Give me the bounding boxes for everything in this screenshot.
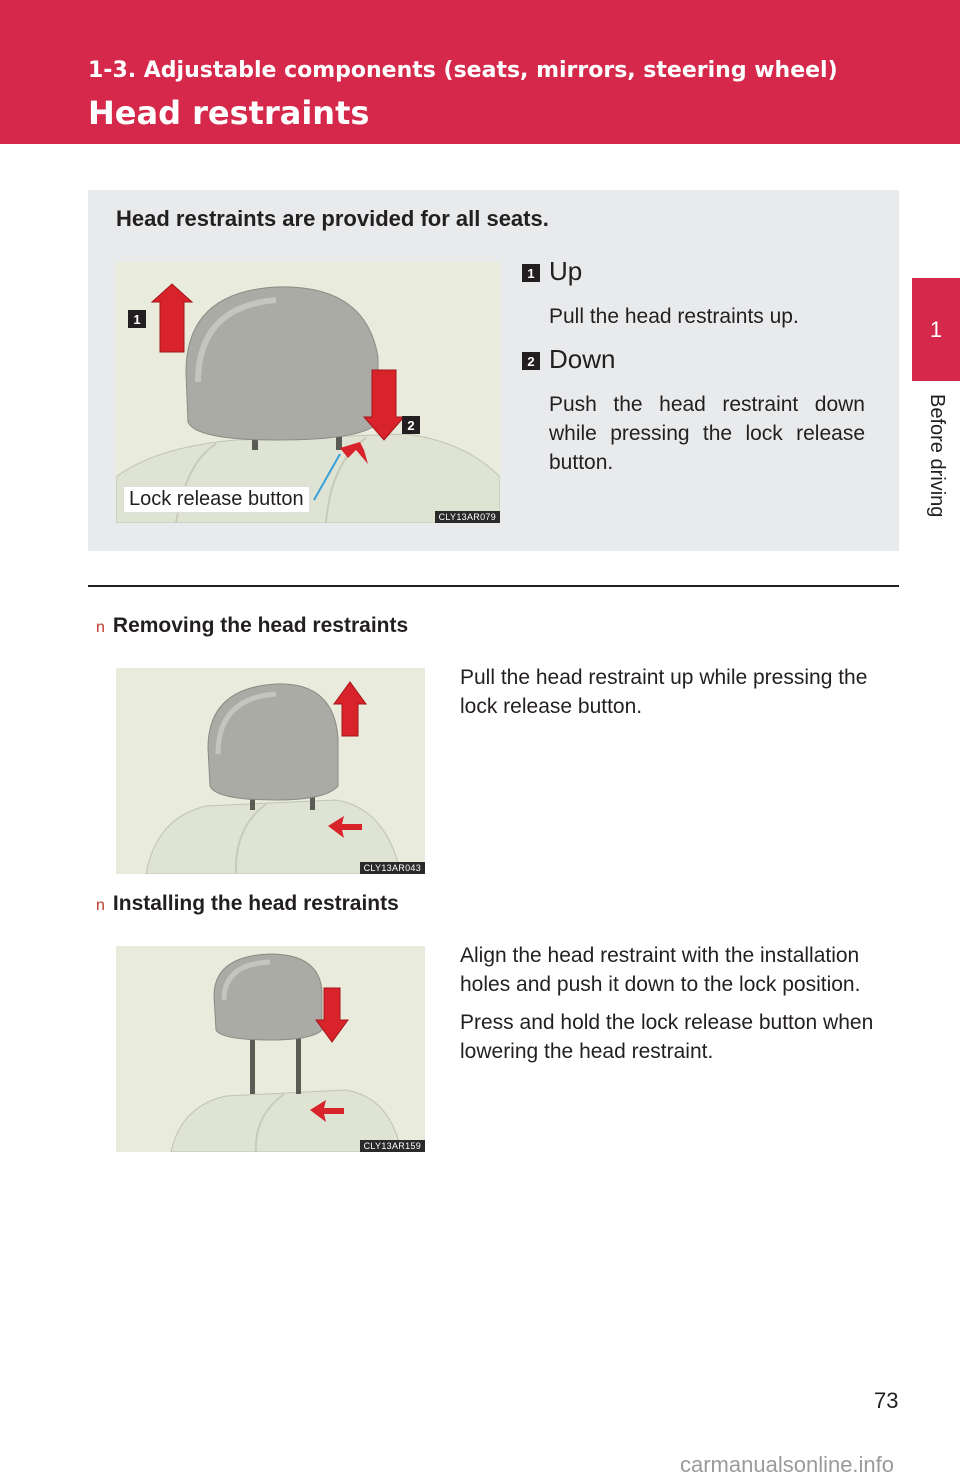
step-desc-up: Pull the head restraints up. [549, 305, 799, 328]
lock-release-callout: Lock release button [123, 486, 310, 513]
removing-text [460, 663, 884, 730]
headrest-up-down-illustration [116, 262, 500, 523]
step-badge-2: 2 [522, 352, 540, 370]
page-number: 73 [874, 1388, 899, 1413]
figure-code: CLY13AR159 [360, 1140, 425, 1152]
installing-heading-text: Installing the head restraints [112, 892, 399, 915]
footer-watermark: carmanualsonline.info [680, 1452, 895, 1477]
step-desc-down: Push the head restraint down while pressing the lock release button. [549, 393, 865, 474]
figure-code: CLY13AR043 [360, 862, 425, 874]
section-title: 1-3. Adjustable components (seats, mirrors, steering wheel) [88, 58, 838, 83]
section-divider [88, 585, 899, 587]
installing-text [460, 941, 884, 1075]
removing-paragraph: Pull the head restraint up while pressing the lock release button. [460, 666, 868, 718]
removing-heading-text: Removing the head restraints [112, 614, 409, 637]
installing-heading [96, 892, 399, 916]
figure-up-down [116, 262, 500, 523]
intro-text: Head restraints are provided for all seats. [116, 206, 549, 231]
page-title: Head restraints [88, 94, 370, 132]
chapter-tab[interactable] [912, 278, 960, 381]
installing-paragraph-2: Press and hold the lock release button when lowering the head restraint. [460, 1011, 874, 1063]
step-title-up: Up [549, 256, 583, 286]
figure-badge-1: 1 [128, 310, 146, 328]
installing-paragraph-1: Align the head restraint with the installation holes and push it down to the lock position. [460, 944, 861, 996]
bullet-icon: n [96, 897, 105, 914]
figure-badge-2: 2 [402, 416, 420, 434]
up-arrow-icon [334, 682, 366, 736]
figure-installing [116, 946, 425, 1152]
step-title-down: Down [549, 344, 616, 374]
headrest-removing-illustration [116, 668, 425, 874]
chapter-number: 1 [929, 316, 943, 342]
page-header [0, 0, 960, 144]
step-badge-1: 1 [522, 264, 540, 282]
headrest-installing-illustration [116, 946, 425, 1152]
figure-removing [116, 668, 425, 874]
figure-code: CLY13AR079 [435, 511, 500, 523]
up-arrow-icon [152, 284, 192, 352]
removing-heading [96, 614, 408, 638]
bullet-icon: n [96, 619, 105, 636]
chapter-label: Before driving [926, 394, 948, 518]
